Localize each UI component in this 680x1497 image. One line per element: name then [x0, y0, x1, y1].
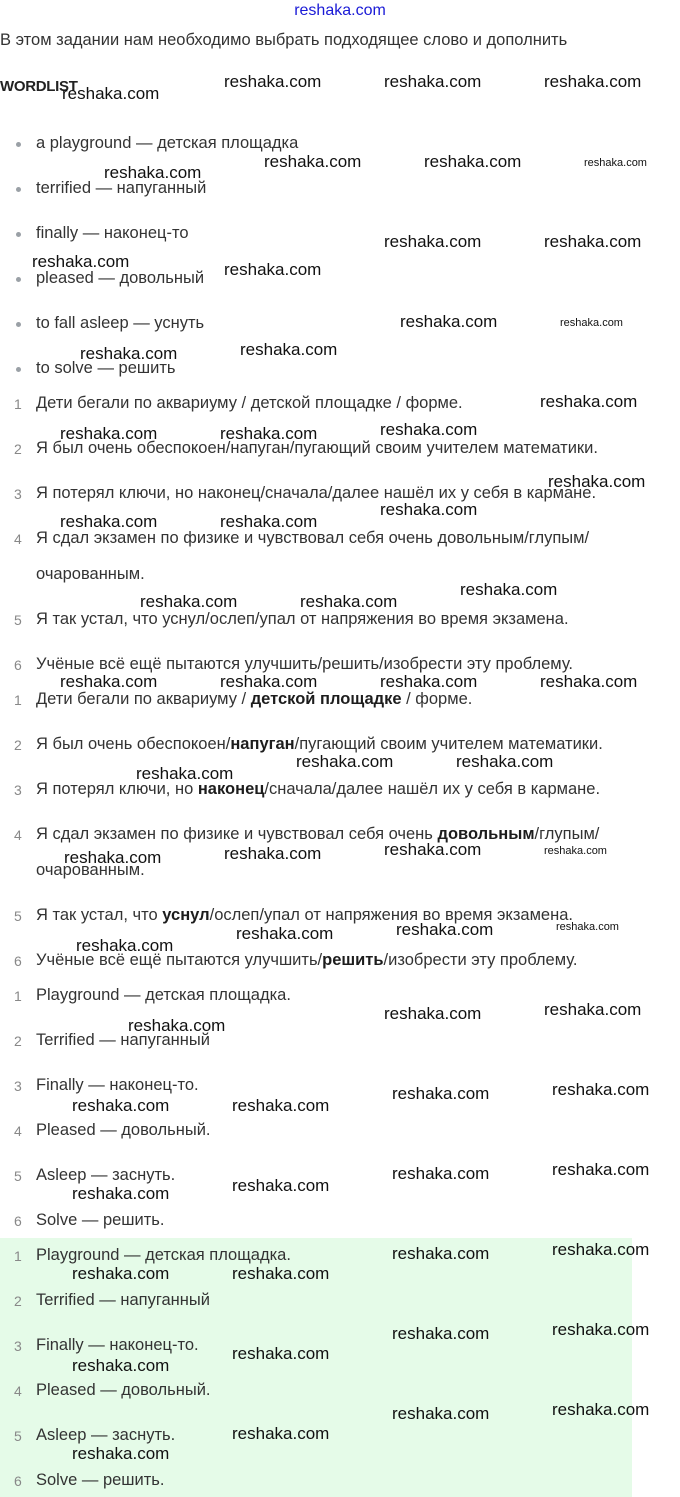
item-number: 5 — [14, 908, 22, 924]
answer-item: Я сдал экзамен по физике и чувствовал себя очень довольным/глупым/ — [36, 825, 600, 843]
translation-item: Pleased — довольный. — [36, 1121, 211, 1139]
item-number: 1 — [14, 1248, 22, 1264]
watermark: reshaka.com — [384, 840, 482, 859]
watermark: reshaka.com — [128, 1016, 226, 1035]
item-number: 1 — [14, 396, 22, 412]
item-number: 6 — [14, 953, 22, 969]
watermark: reshaka.com — [584, 157, 647, 169]
watermark: reshaka.com — [544, 72, 642, 91]
watermark: reshaka.com — [232, 1344, 330, 1363]
watermark: reshaka.com — [60, 512, 158, 531]
watermark: reshaka.com — [548, 472, 646, 491]
answer-item: Дети бегали по аквариуму / детской площадке / форме. — [36, 690, 473, 708]
watermark: reshaka.com — [232, 1424, 330, 1443]
watermark: reshaka.com — [392, 1324, 490, 1343]
question-item: Я так устал, что уснул/ослеп/упал от напряжения во время экзамена. — [36, 610, 569, 628]
item-number: 3 — [14, 782, 22, 798]
watermark: reshaka.com — [460, 580, 558, 599]
wordlist-item: finally — наконец-то — [36, 224, 189, 242]
watermark: reshaka.com — [72, 1096, 170, 1115]
watermark: reshaka.com — [392, 1404, 490, 1423]
watermark: reshaka.com — [80, 344, 178, 363]
watermark: reshaka.com — [380, 672, 478, 691]
item-number: 2 — [14, 441, 22, 457]
watermark: reshaka.com — [544, 845, 607, 857]
watermark: reshaka.com — [220, 672, 318, 691]
translation-item: Finally — наконец-то. — [36, 1336, 199, 1354]
watermark: reshaka.com — [556, 921, 619, 933]
wordlist-item: a playground — детская площадка — [36, 134, 299, 152]
item-number: 4 — [14, 1123, 22, 1139]
watermark: reshaka.com — [32, 252, 130, 271]
answer-item: Учёные всё ещё пытаются улучшить/решить/изобрести эту проблему. — [36, 951, 578, 969]
wordlist-item: pleased — довольный — [36, 269, 205, 287]
watermark: reshaka.com — [544, 1000, 642, 1019]
watermark: reshaka.com — [236, 924, 334, 943]
watermark: reshaka.com — [72, 1444, 170, 1463]
watermark: reshaka.com — [72, 1184, 170, 1203]
watermark: reshaka.com — [552, 1240, 650, 1259]
item-number: 4 — [14, 827, 22, 843]
bullet-icon — [16, 142, 21, 147]
item-number: 1 — [14, 988, 22, 1004]
watermark: reshaka.com — [396, 920, 494, 939]
watermark: reshaka.com — [104, 163, 202, 182]
watermark: reshaka.com — [296, 752, 394, 771]
answer-highlight: напуган — [230, 735, 295, 753]
watermark: reshaka.com — [380, 420, 478, 439]
question-item: Учёные всё ещё пытаются улучшить/решить/изобрести эту проблему. — [36, 655, 574, 673]
bullet-icon — [16, 232, 21, 237]
answer-item: Я потерял ключи, но наконец/сначала/далее нашёл их у себя в кармане. — [36, 780, 601, 798]
answer-highlight: наконец — [197, 780, 265, 798]
watermark: reshaka.com — [300, 592, 398, 611]
answer-highlight: детской площадке — [250, 690, 402, 708]
watermark: reshaka.com — [264, 152, 362, 171]
item-number: 3 — [14, 1338, 22, 1354]
watermark: reshaka.com — [392, 1164, 490, 1183]
item-number: 4 — [14, 1383, 22, 1399]
watermark: reshaka.com — [552, 1400, 650, 1419]
watermark: reshaka.com — [224, 72, 322, 91]
watermark: reshaka.com — [220, 424, 318, 443]
site-link[interactable]: reshaka.com — [294, 2, 386, 19]
item-number: 3 — [14, 1078, 22, 1094]
watermark: reshaka.com — [400, 312, 498, 331]
watermark: reshaka.com — [72, 1356, 170, 1375]
watermark: reshaka.com — [136, 764, 234, 783]
watermark: reshaka.com — [552, 1080, 650, 1099]
watermark: reshaka.com — [62, 84, 160, 103]
watermark: reshaka.com — [392, 1084, 490, 1103]
answer-item: Я был очень обеспокоен/напуган/пугающий своим учителем математики. — [36, 735, 603, 753]
item-number: 5 — [14, 612, 22, 628]
watermark: reshaka.com — [232, 1176, 330, 1195]
watermark: reshaka.com — [380, 500, 478, 519]
watermark: reshaka.com — [560, 317, 623, 329]
answer-item-continued: очарованным. — [36, 861, 145, 879]
item-number: 6 — [14, 1473, 22, 1489]
answer-item: Я так устал, что уснул/ослеп/упал от напряжения во время экзамена. — [36, 906, 573, 924]
question-item: Я был очень обеспокоен/напуган/пугающий своим учителем математики. — [36, 439, 598, 457]
watermark: reshaka.com — [392, 1244, 490, 1263]
translation-item: Solve — решить. — [36, 1471, 165, 1489]
task-intro: В этом задании нам необходимо выбрать подходящее слово и дополнить — [0, 31, 568, 49]
item-number: 6 — [14, 1213, 22, 1229]
watermark: reshaka.com — [224, 260, 322, 279]
item-number: 6 — [14, 657, 22, 673]
watermark: reshaka.com — [384, 72, 482, 91]
watermark: reshaka.com — [64, 848, 162, 867]
wordlist-item: terrified — напуганный — [36, 179, 207, 197]
item-number: 4 — [14, 531, 22, 547]
translation-item: Terrified — напуганный — [36, 1291, 210, 1309]
watermark: reshaka.com — [232, 1096, 330, 1115]
translation-item: Asleep — заснуть. — [36, 1426, 176, 1444]
watermark: reshaka.com — [224, 844, 322, 863]
translation-item: Terrified — напуганный — [36, 1031, 210, 1049]
item-number: 2 — [14, 737, 22, 753]
question-item: Я сдал экзамен по физике и чувствовал себя очень довольным/глупым/ — [36, 529, 590, 547]
item-number: 5 — [14, 1168, 22, 1184]
translation-item: Playground — детская площадка. — [36, 986, 291, 1004]
translation-item: Pleased — довольный. — [36, 1381, 211, 1399]
translation-item: Playground — детская площадка. — [36, 1246, 291, 1264]
watermark: reshaka.com — [456, 752, 554, 771]
item-number: 5 — [14, 1428, 22, 1444]
watermark: reshaka.com — [220, 512, 318, 531]
watermark: reshaka.com — [540, 392, 638, 411]
item-number: 2 — [14, 1293, 22, 1309]
watermark: reshaka.com — [60, 424, 158, 443]
wordlist-item: to solve — решить — [36, 359, 176, 377]
item-number: 3 — [14, 486, 22, 502]
watermark: reshaka.com — [552, 1320, 650, 1339]
watermark: reshaka.com — [140, 592, 238, 611]
question-item: Я потерял ключи, но наконец/сначала/далее нашёл их у себя в кармане. — [36, 484, 597, 502]
watermark: reshaka.com — [552, 1160, 650, 1179]
answer-highlight: уснул — [162, 906, 210, 924]
watermark: reshaka.com — [384, 1004, 482, 1023]
bullet-icon — [16, 277, 21, 282]
answer-highlight: решить — [322, 951, 384, 969]
watermark: reshaka.com — [60, 672, 158, 691]
translation-item: Solve — решить. — [36, 1211, 165, 1229]
wordlist-title: WORDLIST — [0, 78, 78, 95]
watermark: reshaka.com — [72, 1264, 170, 1283]
watermark: reshaka.com — [424, 152, 522, 171]
watermark: reshaka.com — [384, 232, 482, 251]
wordlist-item: to fall asleep — уснуть — [36, 314, 205, 332]
bullet-icon — [16, 367, 21, 372]
bullet-icon — [16, 187, 21, 192]
question-item-continued: очарованным. — [36, 565, 145, 583]
question-item: Дети бегали по аквариуму / детской площадке / форме. — [36, 394, 463, 412]
watermark: reshaka.com — [544, 232, 642, 251]
item-number: 2 — [14, 1033, 22, 1049]
answer-highlight: довольным — [437, 825, 535, 843]
watermark: reshaka.com — [540, 672, 638, 691]
item-number: 1 — [14, 692, 22, 708]
translation-item: Finally — наконец-то. — [36, 1076, 199, 1094]
watermark: reshaka.com — [240, 340, 338, 359]
translation-item: Asleep — заснуть. — [36, 1166, 176, 1184]
bullet-icon — [16, 322, 21, 327]
watermark: reshaka.com — [232, 1264, 330, 1283]
watermark: reshaka.com — [76, 936, 174, 955]
